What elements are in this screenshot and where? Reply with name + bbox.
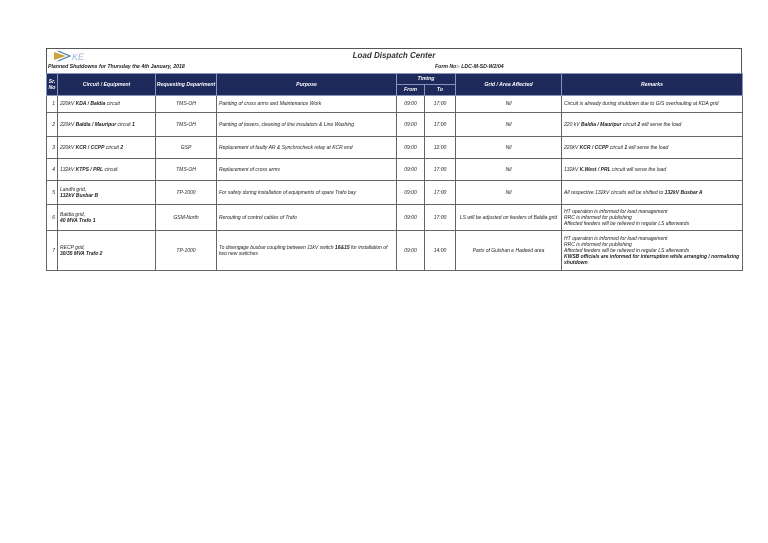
text-line [60,218,153,224]
text-line [564,221,740,227]
department-cell: GSM-North [156,205,217,231]
col-header-from: From [397,85,425,96]
col-header-sr: Sr. No [47,74,58,96]
row-number: 6 [47,205,58,231]
text-segment: All respective 132kV circuits will be shifted to [564,189,665,196]
time-to-cell: 17:00 [425,159,456,181]
report-subtitle: Planned Shutdowns for Thursday the 4th January, 2018 [48,64,185,70]
time-from-cell: 09:00 [397,159,425,181]
text-segment: Circuit is already during shutdown due to G/S overhauling at KDA grid [564,101,719,107]
text-segment: 132kV [564,166,580,173]
table-body [47,96,743,271]
title-row [46,48,742,63]
remarks-cell [562,137,743,159]
remarks-cell [562,205,743,231]
text-segment: circuit [608,144,625,151]
purpose-cell: Painting of cross arms and Maintenance Work [217,96,397,113]
text-line [564,254,740,266]
text-segment: 1 [131,121,135,128]
col-header-timing: Timing [397,74,456,85]
text-segment: 16&15 [334,244,350,251]
text-segment: KCR / CCPP [579,144,609,151]
grid-affected-cell: Nil [456,113,562,137]
text-segment: 2 [120,144,124,151]
text-segment: circuit [621,121,638,128]
time-from-cell: 09:00 [397,181,425,205]
text-segment: HT operation is informed for load management [564,235,668,242]
text-line [564,101,740,107]
text-segment: RRC is informed for publishing [564,241,632,248]
time-to-cell: 17:00 [425,205,456,231]
remarks-cell [562,231,743,271]
logo-text: KE [72,52,85,62]
grid-affected-cell: Parts of Gulshan e Hadeed area [456,231,562,271]
text-line [564,145,740,151]
circuit-cell [58,181,156,205]
grid-affected-cell: Nil [456,181,562,205]
remarks-cell [562,96,743,113]
text-segment: KCR / CCPP [75,144,105,151]
text-segment: KDA / Baldia [75,101,106,107]
text-segment: will serve the load [627,144,669,151]
grid-affected-cell: LS will be adjusted on feeders of Baldia grid [456,205,562,231]
text-segment: 220kV [60,144,76,151]
table-row [47,205,743,231]
row-number: 2 [47,113,58,137]
text-segment: Landhi grid, [60,186,87,193]
text-segment: RRC is informed for publishing [564,214,632,221]
text-segment: 132kV [60,166,76,173]
time-from-cell: 09:00 [397,137,425,159]
row-number: 1 [47,96,58,113]
department-cell: TMS-OH [156,159,217,181]
text-segment: Baldia / Mauripur [580,121,622,128]
text-segment: 220kV [60,121,76,128]
table-row [47,181,743,205]
col-header-dept: Requesting Department [156,74,217,96]
text-segment: HT operation is informed for load management [564,208,668,215]
text-segment: To disengage busbar coupling between 11kV switch [219,244,335,251]
text-segment: circuit [105,101,120,107]
row-number: 5 [47,181,58,205]
text-segment: 1 [624,144,628,151]
text-segment: for installation of two new switches [219,244,388,257]
text-segment: 132kV Busbar B [60,192,99,199]
department-cell: TMS-OH [156,96,217,113]
time-to-cell: 17:00 [425,113,456,137]
time-from-cell: 09:00 [397,205,425,231]
remarks-cell [562,181,743,205]
row-number: 3 [47,137,58,159]
page-title: Load Dispatch Center [352,51,436,60]
table-row [47,113,743,137]
department-cell: TP-1000 [156,231,217,271]
text-segment: K.West / PRL [579,166,611,173]
text-segment: Affected feeders will be relieved in regular LS afterwards [564,247,690,254]
circuit-cell [58,113,156,137]
text-segment: Baldia / Mauripur [75,121,117,128]
text-segment: circuit [116,121,132,128]
text-segment: 220kV [60,101,76,107]
text-line [564,190,740,196]
shutdown-table [46,73,743,271]
circuit-cell [58,159,156,181]
grid-affected-cell: Nil [456,96,562,113]
text-segment: 220kV [564,144,580,151]
time-from-cell: 09:00 [397,113,425,137]
purpose-cell: For safety during installation of equipments of spare Trafo bay [217,181,397,205]
time-to-cell: 17:00 [425,181,456,205]
circuit-cell [58,137,156,159]
circuit-cell [58,231,156,271]
text-segment: 40 MVA Trafo 1 [60,217,96,224]
time-to-cell: 17:00 [425,96,456,113]
col-header-remarks: Remarks [562,74,743,96]
col-header-to: To [425,85,456,96]
table-row [47,137,743,159]
col-header-circuit: Circuit / Equipment [58,74,156,96]
text-segment: Affected feeders will be relieved in regular LS afterwards [564,220,690,227]
department-cell: TMS-OH [156,113,217,137]
grid-affected-cell: Nil [456,137,562,159]
text-segment: will serve the load [640,121,682,128]
text-segment: 2 [637,121,641,128]
circuit-cell [58,96,156,113]
text-line [564,167,740,173]
text-segment: Baldia grid, [60,211,86,218]
text-segment: RECP grid, [60,244,85,251]
time-to-cell: 12:00 [425,137,456,159]
text-line [564,122,740,128]
row-number: 7 [47,231,58,271]
text-segment: circuit [104,144,121,151]
col-header-purpose: Purpose [217,74,397,96]
time-from-cell: 09:00 [397,231,425,271]
text-line [60,193,153,199]
table-row [47,96,743,113]
purpose-cell: Painting of towers, cleaning of line insulators & Line Washing [217,113,397,137]
remarks-cell [562,113,743,137]
table-row [47,159,743,181]
text-segment: circuit [103,166,118,173]
col-header-grid: Grid / Area Affected [456,74,562,96]
form-number: Form No:- LDC-M-SD-W2/04 [435,64,504,70]
text-segment: circuit will serve the load [610,166,667,173]
purpose-cell: Rerouting of control cables of Trafo [217,205,397,231]
text-segment: KWSB officials are informed for interruption while arranging / normalizing shutdown [564,253,740,266]
department-cell: TP-1000 [156,181,217,205]
remarks-cell [562,159,743,181]
time-from-cell: 09:00 [397,96,425,113]
department-cell: GSP [156,137,217,159]
text-line [60,251,153,257]
purpose-cell [217,231,397,271]
text-segment: 220 kV [564,121,581,128]
purpose-cell: Replacement of faulty AR & Synchrocheck relay at KCR end [217,137,397,159]
time-to-cell: 14:00 [425,231,456,271]
circuit-cell [58,205,156,231]
text-segment: KTPS / PRL [75,166,104,173]
purpose-cell: Replacement of cross arms [217,159,397,181]
row-number: 4 [47,159,58,181]
grid-affected-cell: Nil [456,159,562,181]
text-segment: 132kV Busbar A [664,189,703,196]
text-segment: 30/35 MVA Trafo 2 [60,250,103,257]
shutdown-sheet [46,48,742,271]
subtitle-row [46,63,742,73]
table-row [47,231,743,271]
